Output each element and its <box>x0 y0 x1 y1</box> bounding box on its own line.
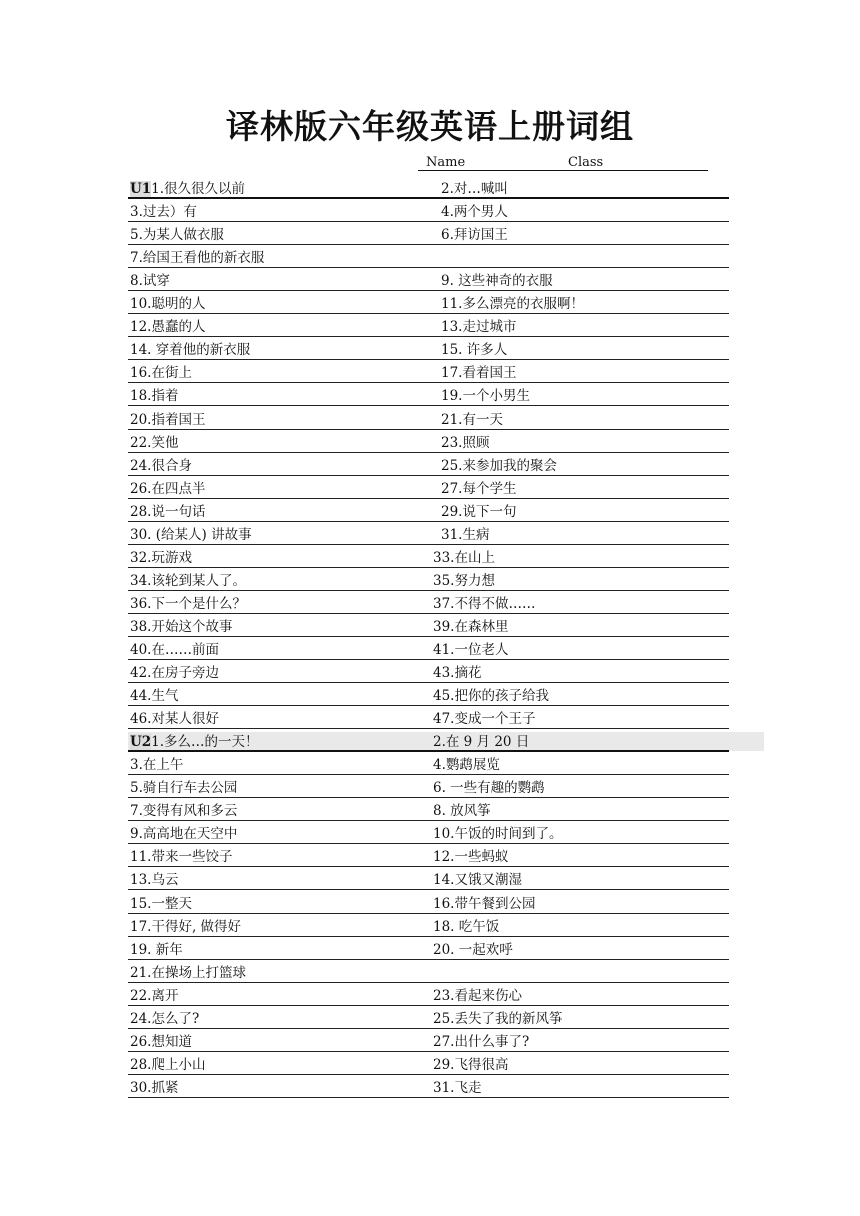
phrase-left <box>130 181 245 197</box>
phrase-left <box>130 1034 192 1050</box>
phrase-left <box>130 688 178 704</box>
phrase-left <box>130 826 237 842</box>
phrase-row <box>0 960 860 983</box>
phrase-left <box>130 435 178 451</box>
phrase-left-text: 30.抓紧 <box>130 1079 179 1096</box>
phrase-left <box>130 665 219 681</box>
phrase-right: 23.看起来伤心 <box>433 987 522 1004</box>
phrase-left <box>130 872 178 888</box>
phrase-row <box>0 476 860 499</box>
phrase-right: 10.午饭的时间到了。 <box>433 826 563 843</box>
phrase-right: 6.拜访国王 <box>441 227 508 244</box>
phrase-left <box>130 550 192 566</box>
phrase-left-text: 22.笑他 <box>130 434 179 451</box>
phrase-row <box>0 268 860 291</box>
phrase-right: 23.照顾 <box>441 434 490 451</box>
phrase-row <box>0 683 860 706</box>
phrase-left-text: 26.想知道 <box>130 1033 192 1050</box>
phrase-right: 6. 一些有趣的鹦鹉 <box>433 780 545 797</box>
phrase-left <box>130 711 219 727</box>
phrase-row <box>0 291 860 314</box>
phrase-row <box>0 937 860 960</box>
phrase-left <box>130 619 232 635</box>
phrase-right: 4.鹦鹉展览 <box>433 757 500 774</box>
phrase-left <box>130 942 183 958</box>
phrase-row <box>0 453 860 476</box>
phrase-left <box>130 388 178 404</box>
phrase-right: 31.飞走 <box>433 1079 482 1096</box>
phrase-row <box>0 430 860 453</box>
phrase-left-text: 10.聪明的人 <box>130 296 206 313</box>
phrase-left <box>130 273 170 289</box>
phrase-left-text: 28.爬上小山 <box>130 1056 206 1073</box>
phrase-right: 47.变成一个王子 <box>433 711 536 728</box>
phrase-left-text: 28.说一句话 <box>130 503 206 520</box>
phrase-left <box>130 757 183 773</box>
phrase-right: 2.对…喊叫 <box>441 181 508 198</box>
phrase-left-text: 42.在房子旁边 <box>130 665 219 682</box>
phrase-row <box>0 383 860 406</box>
phrase-left-text: 3.过去）有 <box>130 204 197 221</box>
phrase-right: 12.一些蚂蚁 <box>433 849 509 866</box>
phrase-right: 29.飞得很高 <box>433 1056 509 1073</box>
phrase-left-text: 26.在四点半 <box>130 480 206 497</box>
phrase-left-text: 9.高高地在天空中 <box>130 826 238 843</box>
phrase-left <box>130 365 192 381</box>
phrase-left-text: 16.在街上 <box>130 365 192 382</box>
phrase-row <box>0 314 860 337</box>
phrase-left-text: 5.骑自行车去公园 <box>130 780 238 797</box>
phrase-left <box>130 596 246 612</box>
phrase-left-text: 15.一整天 <box>130 895 192 912</box>
phrase-left-text: 36.下一个是什么？ <box>130 595 246 612</box>
phrase-left-text: 1.很久很久以前 <box>151 181 246 198</box>
phrase-right: 33.在山上 <box>433 549 495 566</box>
phrase-left <box>130 412 205 428</box>
page-title: 译林版六年级英语上册词组 <box>226 107 634 146</box>
phrase-right: 45.把你的孩子给我 <box>433 688 549 705</box>
phrase-left <box>130 896 192 912</box>
phrase-right: 39.在森林里 <box>433 618 509 635</box>
phrase-row <box>0 545 860 568</box>
phrase-left <box>130 803 237 819</box>
phrase-row <box>0 522 860 545</box>
phrase-left <box>130 458 192 474</box>
phrase-right: 41.一位老人 <box>433 641 509 658</box>
name-label: Name <box>426 155 466 170</box>
phrase-left-text: 8.试穿 <box>130 273 170 290</box>
underline <box>128 1097 729 1098</box>
phrase-right: 9. 这些神奇的衣服 <box>441 273 553 290</box>
phrase-row <box>0 1052 860 1075</box>
phrase-row <box>0 614 860 637</box>
phrase-row <box>0 1075 860 1098</box>
phrase-row <box>0 914 860 937</box>
phrase-left-text: 40.在……前面 <box>130 641 219 658</box>
phrase-left <box>130 250 264 266</box>
phrase-right: 21.有一天 <box>441 411 503 428</box>
phrase-row <box>0 798 860 821</box>
phrase-left-text: 24.很合身 <box>130 457 192 474</box>
phrase-left-text: 20.指着国王 <box>130 411 206 428</box>
phrase-right: 8. 放风筝 <box>433 803 491 820</box>
phrase-row <box>0 821 860 844</box>
phrase-left-text: 44.生气 <box>130 688 179 705</box>
phrase-right: 37.不得不做…… <box>433 595 536 612</box>
phrase-row <box>0 844 860 867</box>
phrase-left-text: 30. (给某人) 讲故事 <box>130 526 252 543</box>
phrase-left-text: 34.该轮到某人了。 <box>130 572 246 589</box>
phrase-left-text: 5.为某人做衣服 <box>130 227 224 244</box>
phrase-left <box>130 573 246 589</box>
phrase-right: 17.看着国王 <box>441 365 517 382</box>
phrase-row <box>0 199 860 222</box>
phrase-left <box>130 849 232 865</box>
unit-label: U1 <box>130 181 152 198</box>
phrase-left-text: 19. 新年 <box>130 941 183 958</box>
phrase-left-text: 46.对某人很好 <box>130 711 219 728</box>
phrase-right: 43.摘花 <box>433 665 482 682</box>
phrase-right: 4.两个男人 <box>441 204 508 221</box>
phrase-row <box>0 890 860 913</box>
phrase-left-text: 18.指着 <box>130 388 179 405</box>
phrase-right: 13.走过城市 <box>441 319 517 336</box>
phrase-row <box>0 222 860 245</box>
phrase-right: 35.努力想 <box>433 572 495 589</box>
phrase-right: 19.一个小男生 <box>441 388 530 405</box>
phrase-left-text: 7.给国王看他的新衣服 <box>130 250 265 267</box>
phrase-row <box>0 176 860 199</box>
phrase-left-text: 38.开始这个故事 <box>130 618 233 635</box>
phrase-left <box>130 319 205 335</box>
phrase-right: 2.在 9 月 20 日 <box>433 734 530 751</box>
phrase-left <box>130 481 205 497</box>
phrase-left-text: 24.怎么了? <box>130 1010 200 1027</box>
phrase-left-text: 11.带来一些饺子 <box>130 849 233 866</box>
phrase-row <box>0 406 860 429</box>
phrase-left <box>130 919 241 935</box>
phrase-row <box>0 983 860 1006</box>
phrase-row <box>0 660 860 683</box>
phrase-left <box>130 642 219 658</box>
phrase-right: 20. 一起欢呼 <box>433 941 513 958</box>
phrase-row <box>0 729 860 752</box>
phrase-left <box>130 342 250 358</box>
phrase-row <box>0 1006 860 1029</box>
name-class-line <box>418 154 708 171</box>
phrase-row <box>0 1029 860 1052</box>
phrase-right: 31.生病 <box>441 526 490 543</box>
phrase-left <box>130 988 178 1004</box>
phrase-left <box>130 1080 178 1096</box>
phrase-right: 11.多么漂亮的衣服啊！ <box>441 296 584 313</box>
phrase-left <box>130 296 205 312</box>
phrase-table <box>0 176 860 1098</box>
phrase-left <box>130 734 259 750</box>
class-label: Class <box>568 155 604 170</box>
phrase-row <box>0 568 860 591</box>
phrase-row <box>0 637 860 660</box>
phrase-row <box>0 499 860 522</box>
phrase-right: 27.每个学生 <box>441 480 517 497</box>
phrase-left <box>130 204 197 220</box>
phrase-left <box>130 965 246 981</box>
phrase-right: 25.丢失了我的新风筝 <box>433 1010 563 1027</box>
phrase-row <box>0 337 860 360</box>
phrase-left-text: 14. 穿着他的新衣服 <box>130 342 251 359</box>
phrase-left <box>130 1057 205 1073</box>
phrase-left <box>130 527 252 543</box>
phrase-right: 27.出什么事了? <box>433 1033 530 1050</box>
phrase-left-text: 3.在上午 <box>130 757 184 774</box>
phrase-right: 18. 吃午饭 <box>433 918 500 935</box>
phrase-row <box>0 706 860 729</box>
phrase-left-text: 12.愚蠢的人 <box>130 319 206 336</box>
phrase-row <box>0 360 860 383</box>
phrase-left <box>130 1011 199 1027</box>
phrase-right: 15. 许多人 <box>441 342 508 359</box>
phrase-left <box>130 504 205 520</box>
phrase-row <box>0 752 860 775</box>
phrase-row <box>0 245 860 268</box>
phrase-row <box>0 591 860 614</box>
phrase-right: 25.来参加我的聚会 <box>441 457 557 474</box>
unit-label: U2 <box>130 734 152 751</box>
phrase-left <box>130 780 237 796</box>
phrase-right: 16.带午餐到公园 <box>433 895 536 912</box>
phrase-left <box>130 227 224 243</box>
phrase-left-text: 22.离开 <box>130 987 179 1004</box>
phrase-left-text: 32.玩游戏 <box>130 549 192 566</box>
phrase-left-text: 7.变得有风和多云 <box>130 803 238 820</box>
phrase-left-text: 21.在操场上打篮球 <box>130 964 246 981</box>
phrase-right: 14.又饿又潮湿 <box>433 872 522 889</box>
phrase-right: 29.说下一句 <box>441 503 517 520</box>
phrase-row <box>0 775 860 798</box>
phrase-left-text: 1.多么…的一天！ <box>151 734 259 751</box>
phrase-row <box>0 867 860 890</box>
phrase-left-text: 17.干得好, 做得好 <box>130 918 242 935</box>
phrase-left-text: 13.乌云 <box>130 872 179 889</box>
